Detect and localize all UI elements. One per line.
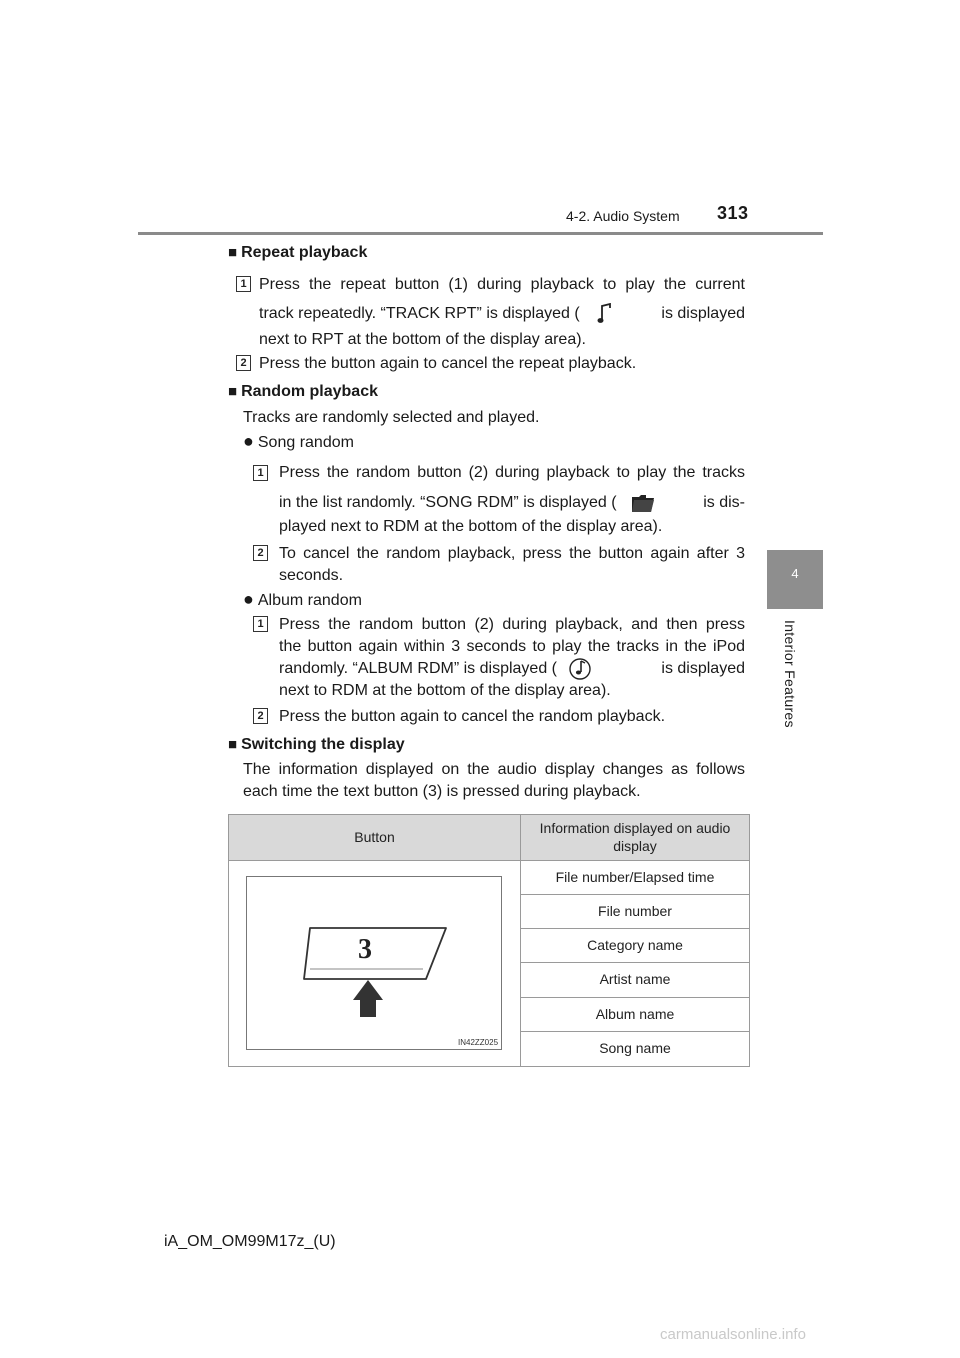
table-cell: File number/Elapsed time: [555, 869, 715, 885]
album-step2-text: Press the button again to cancel the random playback.: [279, 708, 666, 725]
table-header-divider: [229, 860, 749, 861]
album-random-title: ● Album random: [243, 589, 362, 609]
text-button-label: 3: [358, 934, 372, 965]
step-number-badge: 2: [253, 545, 268, 561]
repeat-step1-line1: Press the repeat button (1) during playback to play the current: [259, 276, 745, 293]
watermark: carmanualsonline.info: [660, 1326, 806, 1343]
table-header-button: Button: [354, 829, 395, 845]
song-random-title: ● Song random: [243, 431, 354, 451]
song-step1-line3: played next to RDM at the bottom of the display area).: [279, 518, 663, 535]
table-row-divider: [521, 997, 749, 998]
switching-line1: The information displayed on the audio display changes as follows: [243, 761, 745, 778]
table-row-divider: [521, 962, 749, 963]
album-step1-line1: Press the random button (2) during playback, and then press: [279, 616, 745, 633]
document-code: iA_OM_OM99M17z_(U): [164, 1233, 336, 1250]
round-bullet-icon: ●: [243, 589, 254, 609]
table-row-divider: [521, 928, 749, 929]
song-step1-line2: in the list randomly. “SONG RDM” is displayed ( is dis-: [279, 494, 745, 512]
table-cell: File number: [598, 903, 672, 919]
square-bullet-icon: ■: [228, 383, 238, 400]
switching-heading: ■ Switching the display: [228, 736, 405, 753]
repeat-step1-line2: track repeatedly. “TRACK RPT” is displayed ( is displayed: [259, 305, 745, 323]
illustration-code: IN42ZZ025: [458, 1038, 499, 1047]
repeat-step2-text: Press the button again to cancel the repeat playback.: [259, 355, 637, 372]
round-bullet-icon: ●: [243, 431, 254, 451]
table-cell: Artist name: [599, 971, 671, 987]
album-step1-line3: randomly. “ALBUM RDM” is displayed ( is displayed: [279, 660, 745, 678]
chapter-title: Interior Features: [782, 620, 798, 728]
song-step2-line1: To cancel the random playback, press the button again after 3: [279, 545, 745, 562]
random-intro: Tracks are randomly selected and played.: [243, 409, 540, 426]
table-cell: Category name: [587, 937, 683, 953]
table-cell: Song name: [599, 1040, 671, 1056]
step-number-badge: 2: [253, 708, 268, 724]
step-number-badge: 2: [236, 355, 251, 371]
shuffle-disc-icon: [561, 659, 599, 679]
header-divider: [138, 232, 823, 235]
page-number: 313: [717, 203, 749, 223]
text-button-icon: [298, 924, 458, 1024]
square-bullet-icon: ■: [228, 244, 238, 261]
square-bullet-icon: ■: [228, 736, 238, 753]
step-number-badge: 1: [253, 465, 268, 481]
repeat-step1-line3: next to RPT at the bottom of the display area).: [259, 331, 586, 348]
table-cell: Album name: [595, 1006, 675, 1022]
section-title: 4-2. Audio System: [566, 208, 680, 224]
album-step1-line4: next to RDM at the bottom of the display area).: [279, 682, 611, 699]
chapter-number: 4: [791, 566, 799, 581]
switching-line2: each time the text button (3) is pressed during playback.: [243, 783, 641, 800]
table-header-info: Information displayed on audio display: [539, 820, 731, 854]
song-step2-line2: seconds.: [279, 567, 344, 584]
step-number-badge: 1: [253, 616, 268, 632]
album-step1-line2: the button again within 3 seconds to play the tracks in the iPod: [279, 638, 745, 655]
music-note-icon: [584, 304, 626, 324]
repeat-heading: ■ Repeat playback: [228, 244, 368, 261]
table-row-divider: [521, 894, 749, 895]
table-row-divider: [521, 1031, 749, 1032]
step-number-badge: 1: [236, 276, 251, 292]
song-step1-line1: Press the random button (2) during playback to play the tracks: [279, 464, 745, 481]
folder-icon: [621, 493, 665, 513]
random-heading: ■ Random playback: [228, 383, 378, 400]
